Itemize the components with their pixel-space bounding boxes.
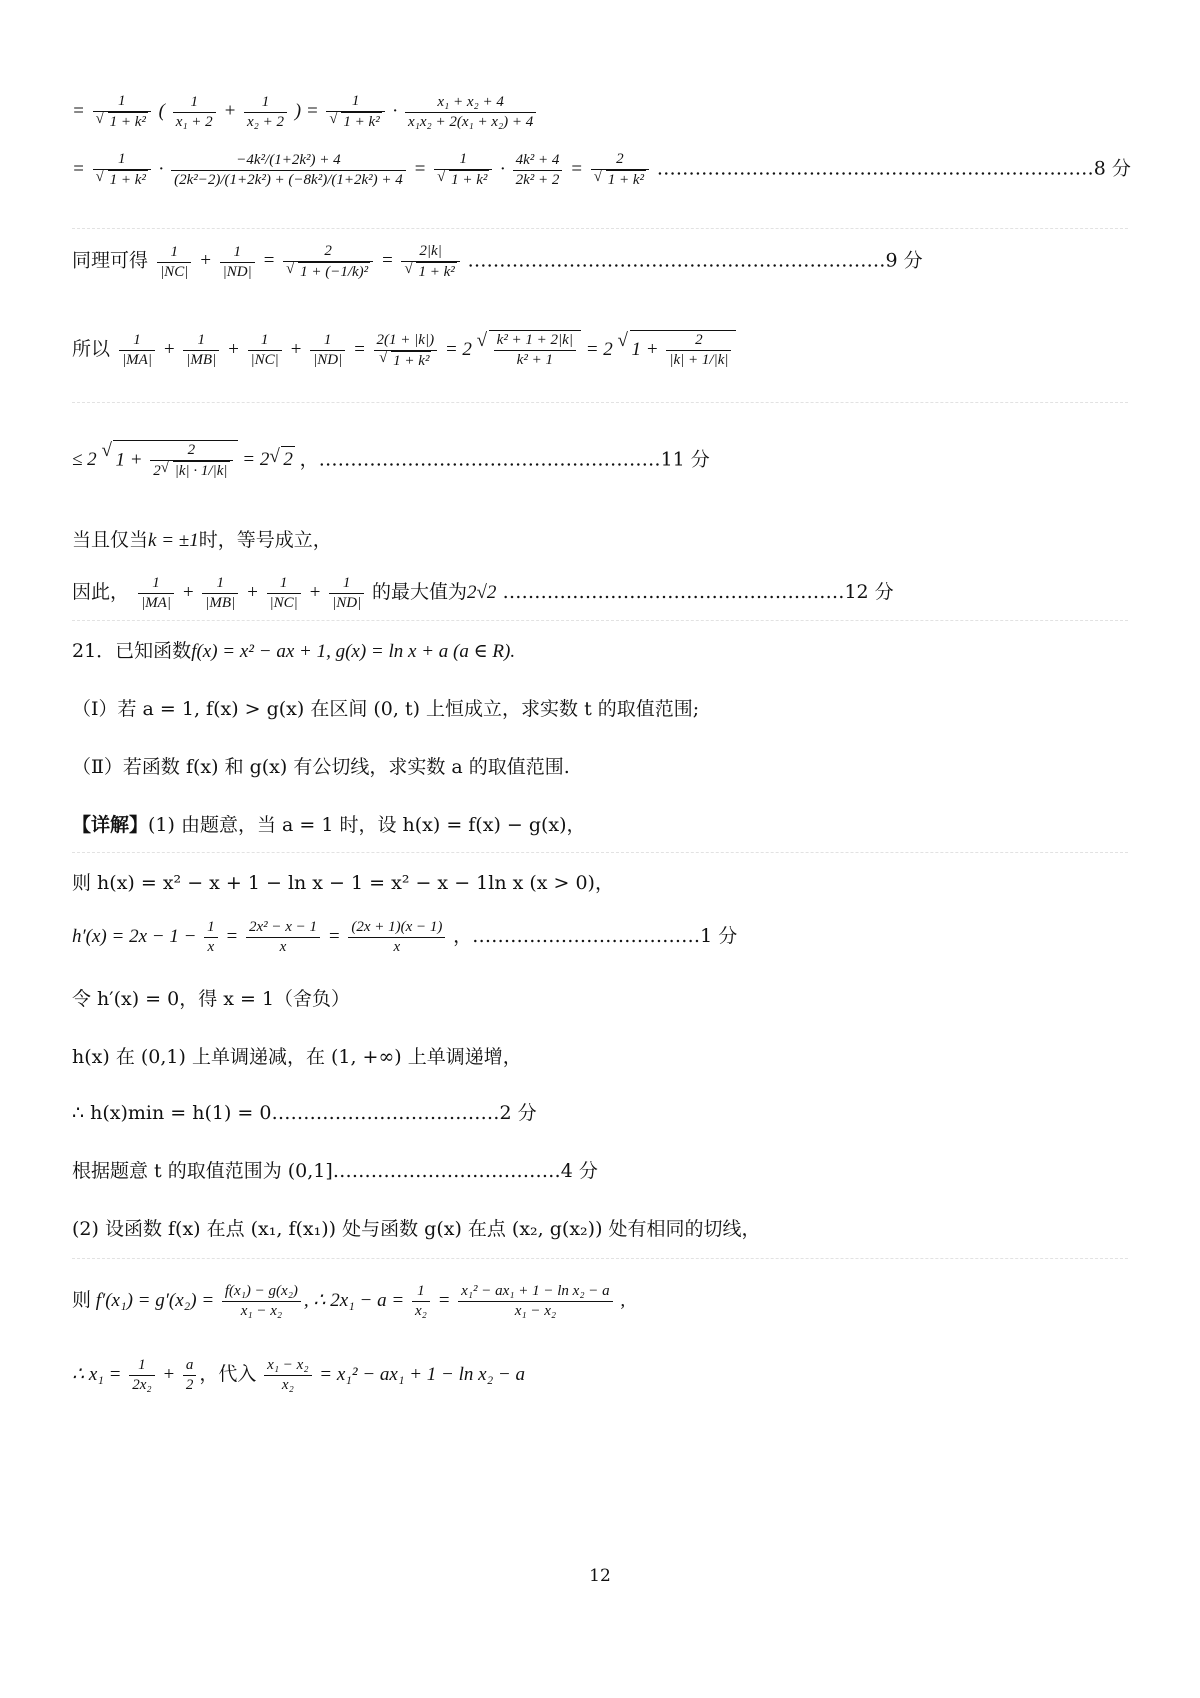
- solution-line-10: ∴ x₁ = $\frac{1}{\text{2x₂}}$ + $\frac{a}{2}$ ，代入 $\frac{\text{x₁ − x₂}}{\text{x₂}}$ = x₁² − ax₁ + 1 − ln x₂ − a: [72, 1357, 525, 1393]
- score-2: ………………………………2 分: [271, 1102, 537, 1124]
- solution-line-4: 令 h′(x) = 0，得 x = 1（舍负）: [72, 988, 351, 1010]
- score-1: ，………………………………1 分: [453, 924, 738, 947]
- score-12: ………………………………………………12 分: [502, 580, 894, 603]
- text: 根据题意 t 的取值范围为 (0,1]: [72, 1160, 333, 1182]
- text: 时，等号成立，: [198, 529, 332, 551]
- equality-condition: [72, 527, 332, 554]
- equation-line-1: = 1 √ 1 + k² ( $\frac{1}{\text{x₁ + 2}}$ + $\frac{1}{\text{x₂ + 2}}$ ) = 1 √ 1 + k² · $\frac{\text{x₁ + x₂ + 4}}{\text{x₁x₂ + 2(x₁ + x₂) + 4}}$: [72, 92, 539, 132]
- solution-line-9: 则 f′(x₁) = g′(x₂) = $\frac{\text{f(x₁) − g(x₂)}}{\text{x₁ − x₂}}$ , ∴ 2x₁ − a = $\frac{1}{\text{x₂}}$ = $\frac{\text{x₁² − ax₁ + 1 − ln x₂ − a}}{\text{x₁ − x₂}}$ ,: [72, 1283, 626, 1319]
- question-number: 21．已知函数: [72, 640, 192, 662]
- solution-line-1: [72, 812, 586, 838]
- text: ∴ h(x)min = h(1) = 0: [72, 1102, 272, 1124]
- divider: [72, 228, 1128, 229]
- divider: [72, 620, 1128, 621]
- equation-line-5: ≤ 2 √ 1 + $\frac{2}{2√ |k| \cdot 1/|k|}$ = 2√ 2 ，………………………………………………11 分: [72, 440, 710, 481]
- divider: [72, 1258, 1128, 1259]
- score-4: ………………………………4 分: [332, 1160, 598, 1182]
- equation-line-3: 同理可得 $\frac{1}{|NC|}$ + $\frac{1}{|ND|}$ = 2 √ 1 + (−1/k)² = 2|k| √ 1 + k² …………………………………………………………9 分: [72, 242, 923, 282]
- equation-line-2: = 1 √ 1 + k² · $\frac{\text{−4k²/(1+2k²) + 4}}{\text{(2k²−2)/(1+2k²) + (−8k²)/(1+2k²) + 4}}$ = 1 √ 1 + k² · $\frac{\text{4k² + 4}}{\text{2k² + 2}}$ = 2 √ 1 + k² ……………………………………………………………8 分: [72, 150, 1131, 190]
- question-math: f(x) = x² − ax + 1, g(x) = ln x + a (a ∈ R).: [191, 641, 516, 662]
- question-21-part-1: （Ⅰ）若 a = 1, f(x) > g(x) 在区间 (0, t) 上恒成立，求实数 t 的取值范围;: [72, 698, 700, 720]
- question-21: [72, 638, 515, 665]
- text: 因此，: [72, 580, 130, 603]
- equation-line-4: 所以 $\frac{1}{|MA|}$ + $\frac{1}{|MB|}$ + $\frac{1}{|NC|}$ + $\frac{1}{|ND|}$ = 2(1 + |k|) √ 1 + k² = 2 √ $\frac{\text{k² + 1 + 2|k|}}{\text{k² + 1}}$ = 2 √ 1 + $\frac{2}{|k| + 1/|k|}$: [72, 330, 736, 371]
- score-9: …………………………………………………………9 分: [467, 249, 923, 272]
- line-4-prefix: 所以: [72, 337, 111, 360]
- score-11: ，………………………………………………11 分: [299, 448, 710, 471]
- solution-line-3: h′(x) = 2x − 1 − $\frac{1}{x}$ = $\frac{\text{2x² − x − 1}}{x}$ = $\frac{(2x + 1)(x - 1)}{x}$ ，………………………………1 分: [72, 919, 738, 955]
- solution-line-8: (2) 设函数 f(x) 在点 (x₁, f(x₁)) 处与函数 g(x) 在点 (x₂, g(x₂)) 处有相同的切线，: [72, 1218, 761, 1240]
- divider: [72, 402, 1128, 403]
- question-21-part-2: （Ⅱ）若函数 f(x) 和 g(x) 有公切线，求实数 a 的取值范围.: [72, 756, 570, 778]
- solution-line-5: h(x) 在 (0,1) 上单调递减，在 (1, +∞) 上单调递增，: [72, 1046, 522, 1068]
- solution-line-6: [72, 1100, 537, 1126]
- page-number: 12: [589, 1566, 611, 1586]
- math: 2√2: [466, 581, 497, 603]
- divider: [72, 852, 1128, 853]
- text: (1) 由题意，当 a = 1 时，设 h(x) = f(x) − g(x)，: [148, 814, 586, 836]
- text: 的最大值为: [371, 580, 467, 603]
- math: k = ±1: [148, 530, 199, 551]
- conclusion-line: 因此， $\frac{1}{|MA|}$ + $\frac{1}{|MB|}$ + $\frac{1}{|NC|}$ + $\frac{1}{|ND|}$ 的最大值为2√2 ………………………………………………12 分: [72, 575, 894, 611]
- line-3-prefix: 同理可得: [72, 249, 149, 272]
- solution-label: 【详解】: [72, 814, 149, 836]
- solution-line-2: 则 h(x) = x² − x + 1 − ln x − 1 = x² − x − 1ln x (x > 0)，: [72, 872, 614, 894]
- solution-line-7: [72, 1158, 598, 1184]
- text: 当且仅当: [72, 529, 149, 551]
- score-8: ……………………………………………………………8 分: [656, 157, 1131, 180]
